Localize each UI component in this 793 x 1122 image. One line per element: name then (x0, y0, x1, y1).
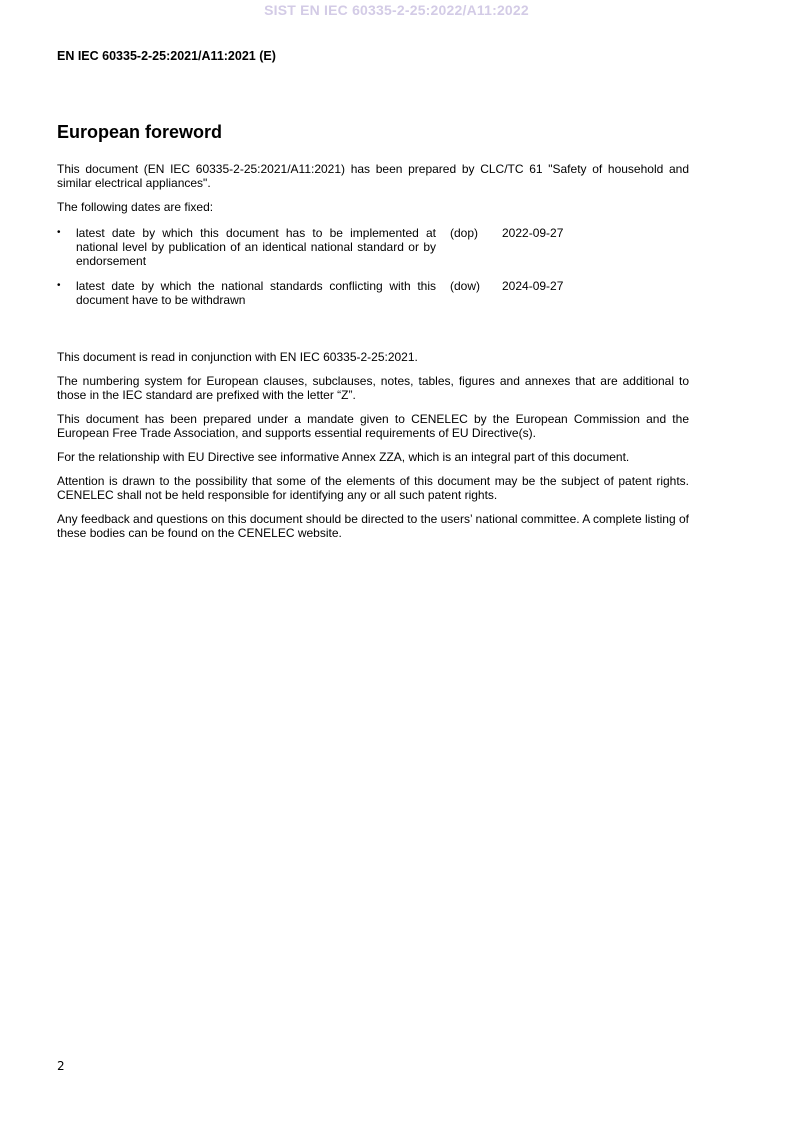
page-title: European foreword (57, 122, 223, 142)
date-value: 2024-09-27 (502, 279, 564, 293)
bullet-icon: • (57, 280, 61, 291)
date-code: (dow) (450, 279, 481, 293)
date-description: latest date by which this document has to be implemented at national level by publication of an identical national standard or by endorsement (76, 226, 436, 268)
paragraph-numbering: The numbering system for European clauses, subclauses, notes, tables, figures and annexes that are additional to those in the IEC standard are prefixed with the letter “Z”. (57, 374, 689, 402)
body-paragraphs (57, 350, 689, 540)
paragraph-patent: Attention is drawn to the possibility that some of the elements of this document may be the subject of patent rights. CENELEC shall not be held responsible for identifying any or all such patent rights. (57, 474, 689, 502)
document-code: EN IEC 60335-2-25:2021/A11:2021 (E) (57, 49, 276, 63)
date-code: (dop) (450, 226, 479, 240)
dates-list (57, 226, 689, 307)
watermark: SIST EN IEC 60335-2-25:2022/A11:2022 (264, 2, 529, 18)
page-number: 2 (57, 1059, 65, 1073)
bullet-icon: • (57, 227, 61, 238)
date-row-dow (57, 279, 689, 307)
paragraph-conjunction: This document is read in conjunction with EN IEC 60335-2-25:2021. (57, 350, 418, 364)
date-value: 2022-09-27 (502, 226, 564, 240)
intro-paragraph: This document (EN IEC 60335-2-25:2021/A11:2021) has been prepared by CLC/TC 61 "Safety of household and similar electrical appliances". (57, 162, 689, 190)
date-description: latest date by which the national standards conflicting with this document have to be withdrawn (76, 279, 436, 307)
foreword-section (57, 121, 689, 550)
paragraph-annex: For the relationship with EU Directive see informative Annex ZZA, which is an integral part of this document. (57, 450, 630, 464)
date-row-dop (57, 226, 689, 268)
paragraph-mandate: This document has been prepared under a mandate given to CENELEC by the European Commission and the European Free Trade Association, and supports essential requirements of EU Directive(s). (57, 412, 689, 440)
dates-intro: The following dates are fixed: (57, 200, 214, 214)
paragraph-feedback: Any feedback and questions on this document should be directed to the users’ national committee. A complete listing of these bodies can be found on the CENELEC website. (57, 512, 689, 540)
